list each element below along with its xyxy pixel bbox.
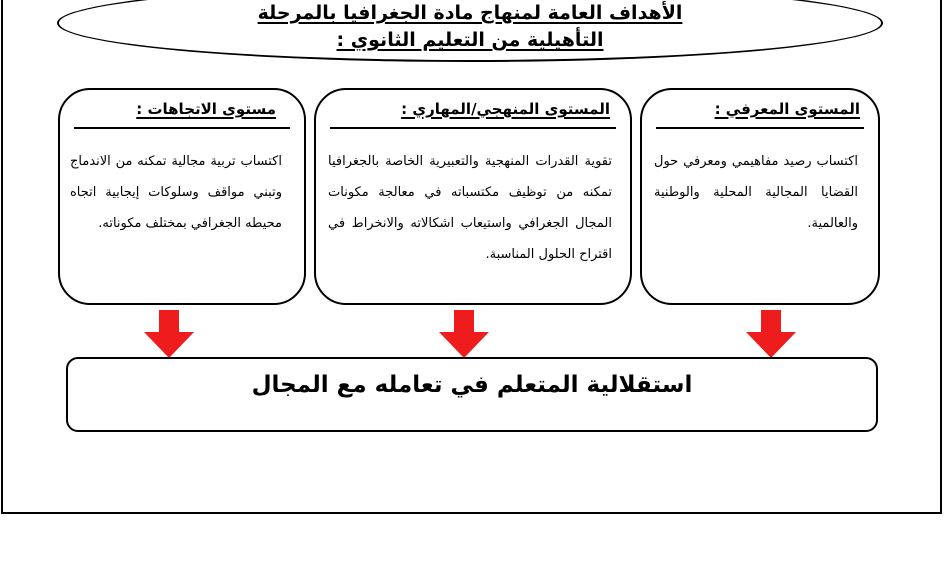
attitudes-level-heading: مستوى الاتجاهات : [136, 100, 276, 118]
methodological-level-heading: المستوى المنهجي/المهاري : [401, 100, 610, 118]
cognitive-level-text: اكتساب رصيد مفاهيمي ومعرفي حول القضايا المجالية المحلية والوطنية والعالمية. [654, 154, 858, 231]
down-arrow-icon-left [144, 310, 194, 358]
methodological-level-text: تقوية القدرات المنهجية والتعبيرية الخاصة بالجغرافيا تمكنه من توظيف مكتسباته في معالجة مكونات المجال الجغرافي واستيعاب اشكالاته والانخراط في اقتراح الحلول المناسبة. [328, 154, 612, 262]
cognitive-level-divider [656, 127, 864, 129]
diagram-title [110, 0, 830, 54]
title-line-2: التأهيلية من التعليم الثانوي : [336, 29, 604, 51]
down-arrow-right-shape [746, 310, 796, 358]
methodological-level-divider [330, 127, 616, 129]
result-text: استقلالية المتعلم في تعامله مع المجال [251, 372, 693, 398]
down-arrow-left-shape [144, 310, 194, 358]
attitudes-level-divider [74, 127, 290, 129]
down-arrow-icon-middle [439, 310, 489, 358]
title-line-1: الأهداف العامة لمنهاج مادة الجغرافيا بالمرحلة [257, 2, 683, 24]
cognitive-level-heading: المستوى المعرفي : [714, 100, 860, 118]
down-arrow-middle-shape [439, 310, 489, 358]
down-arrow-icon-right [746, 310, 796, 358]
attitudes-level-text: اكتساب تربية مجالية تمكنه من الاندماج وتبني مواقف وسلوكات إيجابية اتجاه محيطه الجغرافي بمختلف مكوناته. [70, 154, 282, 231]
